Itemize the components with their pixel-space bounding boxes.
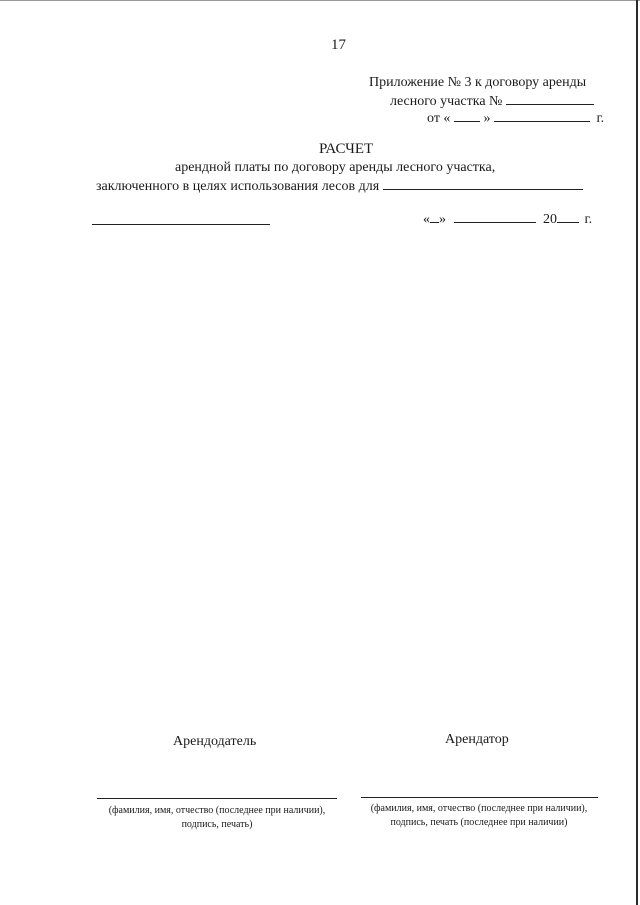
date-year-suffix: г. [584, 212, 593, 227]
heading-line-1: арендной платы по договору аренды лесного участка, [175, 160, 496, 175]
date-close-quote: » [439, 212, 446, 227]
appendix-month-field[interactable] [494, 109, 590, 122]
lessee-caption-line-1: (фамилия, имя, отчество (последнее при наличии), [370, 803, 588, 814]
date-line [423, 210, 592, 228]
page-number: 17 [331, 37, 346, 53]
heading-purpose-label: заключенного в целях использования лесов для [96, 179, 380, 194]
appendix-date-close-quote: » [483, 111, 491, 126]
contract-number-field[interactable] [506, 92, 594, 105]
appendix-line-2 [390, 92, 594, 110]
document-title: РАСЧЕТ [319, 141, 374, 157]
date-day-field[interactable] [430, 210, 439, 223]
lessee-signature-line[interactable] [361, 797, 598, 798]
place-field[interactable] [92, 224, 270, 225]
lessor-caption-line-1: (фамилия, имя, отчество (последнее при наличии), [108, 805, 326, 816]
appendix-line-1: Приложение № 3 к договору аренды [369, 75, 587, 90]
appendix-date-open-quote: от « [427, 111, 451, 126]
page-right-edge [636, 0, 638, 905]
lessor-caption [97, 804, 337, 832]
date-open-quote: « [423, 212, 430, 227]
lessor-title: Арендодатель [173, 734, 257, 749]
heading-line-2 [96, 177, 583, 195]
lessor-caption-line-2: подпись, печать) [181, 819, 253, 830]
date-year-field[interactable] [557, 210, 579, 223]
purpose-field[interactable] [383, 177, 583, 190]
appendix-contract-label: лесного участка № [390, 94, 503, 109]
lessor-signature-line[interactable] [97, 798, 337, 799]
appendix-year-suffix: г. [596, 111, 605, 126]
appendix-line-3 [427, 109, 604, 127]
lessee-title: Арендатор [445, 732, 509, 747]
date-year-prefix: 20 [543, 212, 557, 227]
appendix-day-field[interactable] [454, 109, 480, 122]
lessee-caption-line-2: подпись, печать (последнее при наличии) [390, 817, 568, 828]
lessee-caption [356, 802, 602, 830]
page-top-edge [0, 0, 640, 1]
date-month-field[interactable] [454, 210, 536, 223]
